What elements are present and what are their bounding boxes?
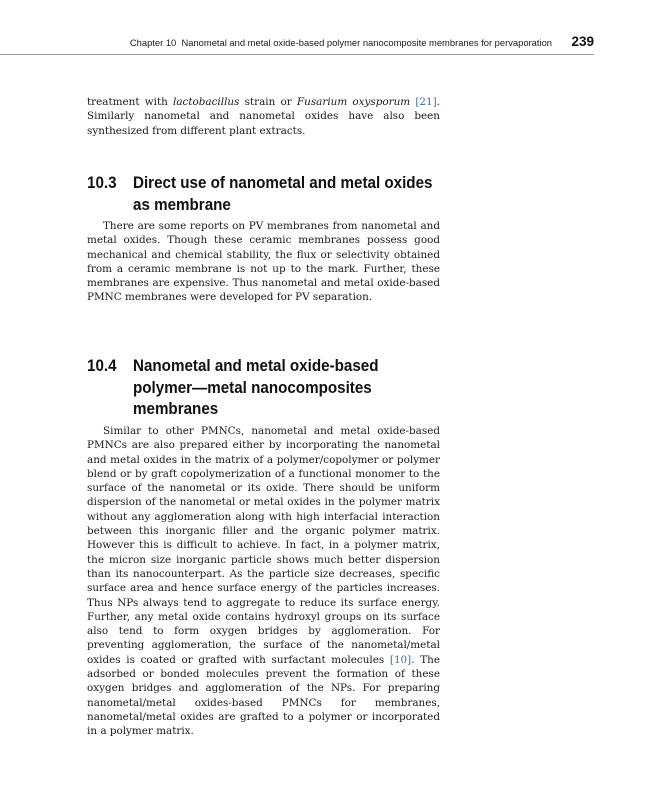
- section-title: Nanometal and metal oxide-based polymer—metal nanocomposites membranes: [133, 357, 379, 418]
- section-10-4-text-1: Similar to other PMNCs, nanometal and metal oxide-based PMNCs are also prepared either by incorporating the nanometal and metal oxides in the matrix of a polymer/copolymer or polymer blend or by graft copolymerization of a functional monomer to the surface of the nanometal or its oxide. There should be uniform dispersion of the nanometal or metal oxides in the polymer matrix without any agglomeration along with high interfacial interaction between this inorganic filler and the organic polymer matrix. However this is difficult to achieve. In fact, in a polymer matrix, the micron size inorganic particle shows much better dispersion than its nanocounterpart. As the particle size decreases, specific surface area and hence surface energy of the particles increases. Thus NPs always tend to aggregate to reduce its surface energy. Further, any metal oxide contains hydroxyl groups on its surface also tend to form oxygen bridges by agglomeration. For preventing agglomeration, the surface of the nanometal/metal oxides is coated or grafted with surfactant molecules: [87, 425, 440, 666]
- section-10-4-body: [87, 424, 440, 739]
- intro-text-4: . Similarly nanometal and nanometal oxides have also been synthesized from different plant extracts.: [87, 96, 440, 137]
- section-10-4-text-2: . The adsorbed or bonded molecules prevent the formation of these oxygen bridges and agglomeration of the NPs. For preparing nanometal/metal oxides-based PMNCs for membranes, nanometal/metal oxides are grafted to a polymer or incorporated in a polymer matrix.: [87, 653, 440, 738]
- section-number: 10.4: [87, 357, 117, 375]
- intro-text-1: treatment with: [87, 96, 173, 108]
- intro-text-2: strain or: [239, 96, 297, 108]
- chapter-title: Nanometal and metal oxide-based polymer nanocomposite membranes for pervaporation: [181, 37, 552, 48]
- section-heading-10-4: [87, 356, 437, 421]
- section-title: Direct use of nanometal and metal oxides as membrane: [133, 174, 433, 214]
- section-10-3-body: [87, 219, 440, 305]
- intro-paragraph: [87, 95, 440, 138]
- citation-link[interactable]: [21]: [415, 96, 437, 108]
- intro-italic-2: Fusarium oxysporum: [296, 96, 411, 108]
- running-head-title: [130, 37, 552, 48]
- section-heading-10-3: [87, 173, 437, 216]
- section-number: 10.3: [87, 174, 117, 192]
- page-number: 239: [571, 34, 594, 49]
- section-10-3-paragraph: There are some reports on PV membranes from nanometal and metal oxides. Though these ceramic membranes possess good mechanical and chemical stability, the flux or selectivity obtained from a ceramic membrane is not up to the mark. Further, these membranes are expensive. Thus nanometal and metal oxide-based PMNC membranes were developed for PV separation.: [87, 220, 440, 304]
- citation-link[interactable]: [10]: [389, 653, 412, 666]
- intro-italic-1: lactobacillus: [173, 96, 240, 108]
- chapter-label: Chapter 10: [129, 37, 177, 48]
- running-head: [0, 34, 594, 55]
